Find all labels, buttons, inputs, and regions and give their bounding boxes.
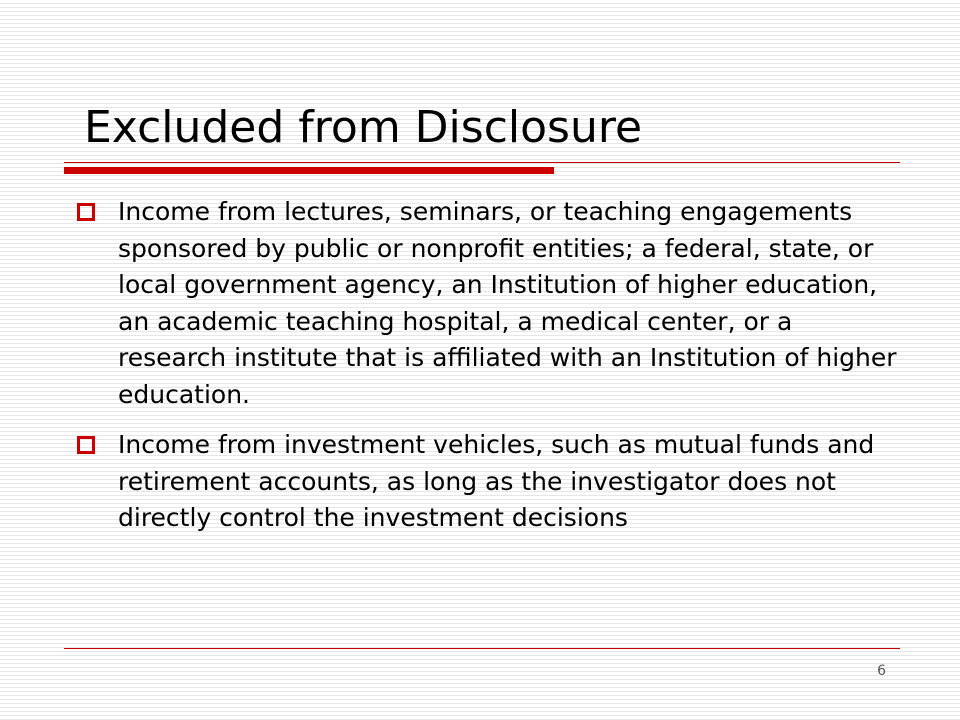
bullet-text: Income from lectures, seminars, or teaching engagements sponsored by public or nonprofit entities; a federal, state, or local government agency, an Institution of higher education, an academic teaching hospital, a medical center, or a research institute that is affiliated with an Institution of higher education. — [118, 197, 897, 409]
bullet-list — [70, 194, 900, 551]
slide-number: 6 — [877, 663, 886, 679]
footer-divider-line — [64, 648, 900, 649]
title-accent-bar — [64, 167, 554, 174]
hollow-square-icon — [77, 203, 95, 221]
title-divider-line — [64, 162, 900, 163]
bullet-text: Income from investment vehicles, such as mutual funds and retirement accounts, as long as the investigator does not directly control the investment decisions — [118, 430, 875, 532]
bullet-item — [70, 194, 900, 413]
slide-title: Excluded from Disclosure — [84, 102, 643, 153]
bullet-item — [70, 427, 900, 537]
hollow-square-icon — [77, 436, 95, 454]
